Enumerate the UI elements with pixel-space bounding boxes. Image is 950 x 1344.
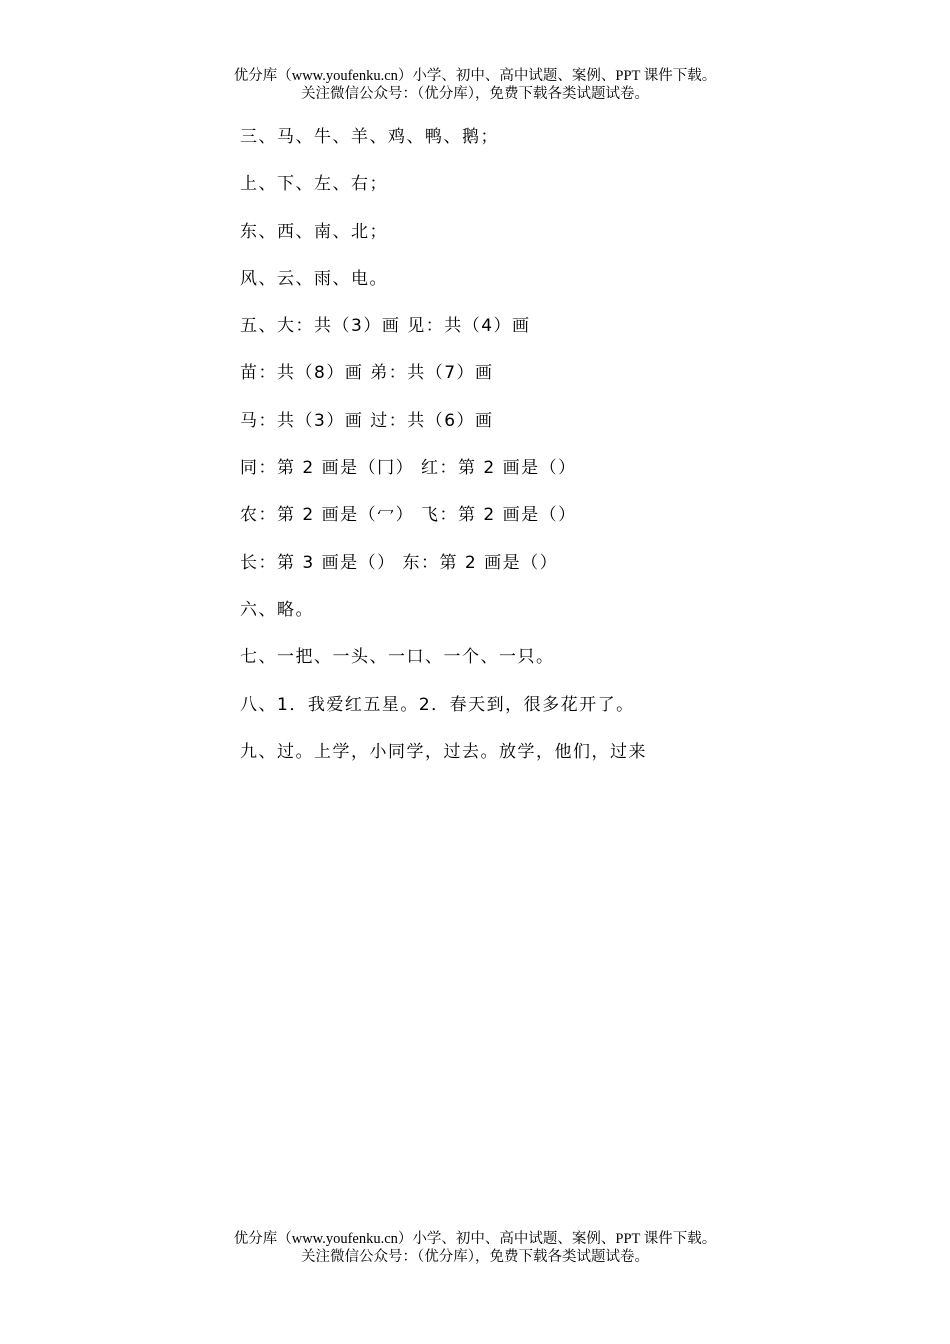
footer-line-1: 优分库（www.youfenku.cn）小学、初中、高中试题、案例、PPT 课件下载。 [233,1231,717,1247]
answer-line-5: 五、大：共（3）画 见：共（4）画 [240,316,531,337]
header-line-2: 关注微信公众号：（优分库），免费下载各类试题试卷。 [301,86,649,102]
answer-line-2: 上、下、左、右； [240,174,388,195]
header-line-1: 优分库（www.youfenku.cn）小学、初中、高中试题、案例、PPT 课件下载。 [233,68,717,84]
answer-line-6: 苗：共（8）画 弟：共（7）画 [240,363,494,384]
answer-line-7: 马：共（3）画 过：共（6）画 [240,410,494,431]
answer-line-10: 长：第 3 画是（） 东：第 2 画是（） [240,552,559,573]
answer-line-9: 农：第 2 画是（冖） 飞：第 2 画是（） [240,505,577,526]
page-footer [0,1230,950,1266]
answer-line-11: 六、略。 [240,599,314,620]
answer-line-3: 东、西、南、北； [240,221,388,242]
answer-content [240,124,900,786]
answer-line-4: 风、云、雨、电。 [240,268,388,289]
answer-line-12: 七、一把、一头、一口、一个、一只。 [240,647,555,668]
answer-line-1: 三、马、牛、羊、鸡、鸭、鹅； [240,127,499,147]
footer-line-2: 关注微信公众号：（优分库），免费下载各类试题试卷。 [301,1249,649,1265]
answer-line-8: 同：第 2 画是（冂） 红：第 2 画是（） [240,458,577,479]
answer-line-14: 九、过。上学，小同学，过去。放学，他们，过来 [240,741,647,762]
page-header [0,67,950,103]
answer-line-13: 八、1．我爱红五星。2．春天到，很多花开了。 [240,694,635,715]
